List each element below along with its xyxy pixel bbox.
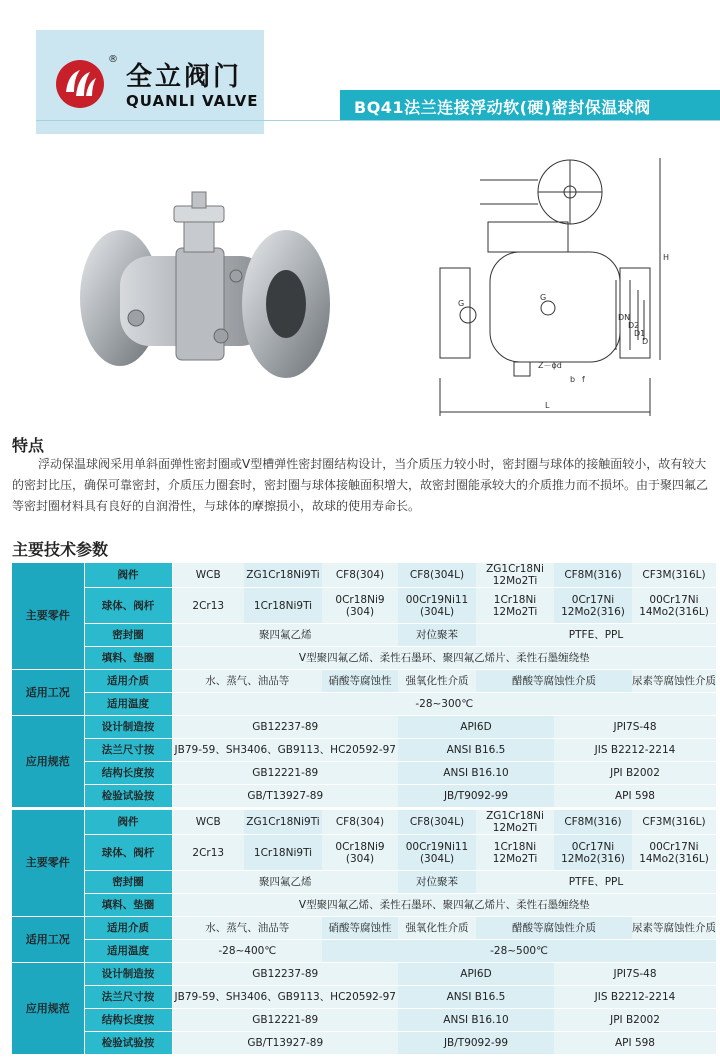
- table-cell: JIS B2212-2214: [554, 739, 716, 762]
- brand-mark-icon: [54, 58, 106, 110]
- table-cell: 1Cr18Ni9Ti: [244, 588, 322, 624]
- row-label: 阀件: [84, 810, 172, 835]
- table-cell: ANSI B16.5: [398, 739, 554, 762]
- table-cell: GB/T13927-89: [172, 785, 398, 808]
- table-cell: 00Cr17Ni 14Mo2(316L): [632, 835, 716, 871]
- table-cell: PTFE、PPL: [476, 624, 716, 647]
- table-cell: 水、蒸气、油品等: [172, 917, 322, 940]
- table-cell: 醋酸等腐蚀性介质: [476, 670, 632, 693]
- table-cell: CF8(304): [322, 563, 398, 588]
- table-cell: JPI7S-48: [554, 716, 716, 739]
- dim-d1: D1: [634, 329, 646, 338]
- dim-h: H: [663, 253, 670, 262]
- table-cell: GB/T13927-89: [172, 1032, 398, 1055]
- dim-dn: DN: [618, 313, 631, 322]
- table-cell: ANSI B16.10: [398, 762, 554, 785]
- row-label: 填料、垫圈: [84, 894, 172, 917]
- table-cell: CF8M(316): [554, 810, 632, 835]
- table-cell: CF8(304L): [398, 563, 476, 588]
- row-label: 填料、垫圈: [84, 647, 172, 670]
- table-cell: 0Cr17Ni 12Mo2(316): [554, 588, 632, 624]
- table-cell: 0Cr18Ni9 (304): [322, 588, 398, 624]
- row-label: 结构长度按: [84, 762, 172, 785]
- table-cell: -28~500℃: [322, 940, 716, 963]
- brand-name-cn: 全立阀门: [126, 62, 243, 92]
- table-cell: 聚四氟乙烯: [172, 624, 398, 647]
- table-cell: 硝酸等腐蚀性: [322, 917, 398, 940]
- table-cell: 对位聚苯: [398, 624, 476, 647]
- table-cell: V型聚四氟乙烯、柔性石墨环、聚四氟乙烯片、柔性石墨缠绕垫: [172, 647, 716, 670]
- table-cell: GB12237-89: [172, 963, 398, 986]
- dim-d2: D2: [628, 321, 640, 330]
- row-label: 检验试验按: [84, 1032, 172, 1055]
- row-label: 检验试验按: [84, 785, 172, 808]
- row-label: 密封圈: [84, 871, 172, 894]
- table-cell: JPI B2002: [554, 762, 716, 785]
- row-label: 适用温度: [84, 940, 172, 963]
- table-cell: 00Cr17Ni 14Mo2(316L): [632, 588, 716, 624]
- table-cell: JB/T9092-99: [398, 785, 554, 808]
- table-cell: V型聚四氟乙烯、柔性石墨环、聚四氟乙烯片、柔性石墨缠绕垫: [172, 894, 716, 917]
- brand-logo: [36, 30, 264, 134]
- table-cell: 00Cr19Ni11 (304L): [398, 588, 476, 624]
- registered-mark: ®: [108, 54, 118, 65]
- table-cell: JPI7S-48: [554, 963, 716, 986]
- table-cell: 硝酸等腐蚀性: [322, 670, 398, 693]
- table-cell: WCB: [172, 810, 244, 835]
- row-label: 设计制造按: [84, 716, 172, 739]
- table-cell: 聚四氟乙烯: [172, 871, 398, 894]
- row-label: 适用介质: [84, 917, 172, 940]
- row-label: 适用介质: [84, 670, 172, 693]
- row-label: 密封圈: [84, 624, 172, 647]
- label-zphid: Z－ϕd: [538, 361, 562, 370]
- table-cell: 对位聚苯: [398, 871, 476, 894]
- row-label: 阀件: [84, 563, 172, 588]
- table-cell: 2Cr13: [172, 835, 244, 871]
- product-photo: [76, 186, 336, 410]
- group-standard: 应用规范: [12, 963, 84, 1055]
- table-cell: 强氧化性介质: [398, 670, 476, 693]
- spec-table-2: [12, 810, 716, 1055]
- dim-l: L: [545, 401, 550, 410]
- table-cell: CF8M(316): [554, 563, 632, 588]
- table-cell: GB12221-89: [172, 762, 398, 785]
- product-title: BQ41法兰连接浮动软(硬)密封保温球阀: [354, 98, 651, 117]
- table-cell: ZG1Cr18Ni9Ti: [244, 563, 322, 588]
- table-cell: 0Cr18Ni9 (304): [322, 835, 398, 871]
- table-cell: 强氧化性介质: [398, 917, 476, 940]
- table-cell: ANSI B16.5: [398, 986, 554, 1009]
- group-condition: 适用工况: [12, 917, 84, 963]
- features-text: 浮动保温球阀采用单斜面弹性密封圈或V型槽弹性密封圈结构设计，当介质压力较小时，密封圈与球体的接触面较小，故有较大的密封比压，确保可靠密封，介质压力圈套时，密封圈与球体接触面积增大，故密封圈能承较大的介质推力而不损坏。由于聚四氟乙等密封圈材料具有良好的自润滑性，与球体的摩擦损小，故球的使用寿命长。: [12, 457, 709, 513]
- table-cell: CF8(304): [322, 810, 398, 835]
- spec-table-1: [12, 563, 716, 808]
- table-cell: API6D: [398, 963, 554, 986]
- table-cell: API 598: [554, 1032, 716, 1055]
- row-label: 球体、阀杆: [84, 588, 172, 624]
- table-cell: GB12221-89: [172, 1009, 398, 1032]
- table-cell: 2Cr13: [172, 588, 244, 624]
- table-cell: WCB: [172, 563, 244, 588]
- table-cell: ZG1Cr18Ni9Ti: [244, 810, 322, 835]
- features-heading: 特点: [12, 436, 45, 455]
- table-cell: 尿素等腐蚀性介质: [632, 917, 716, 940]
- table-cell: JB/T9092-99: [398, 1032, 554, 1055]
- table-cell: ANSI B16.10: [398, 1009, 554, 1032]
- row-label: 结构长度按: [84, 1009, 172, 1032]
- table-cell: API6D: [398, 716, 554, 739]
- group-parts: 主要零件: [12, 810, 84, 917]
- table-cell: API 598: [554, 785, 716, 808]
- group-standard: 应用规范: [12, 716, 84, 808]
- group-condition: 适用工况: [12, 670, 84, 716]
- row-label: 设计制造按: [84, 963, 172, 986]
- row-label: 法兰尺寸按: [84, 986, 172, 1009]
- table-cell: JB79-59、SH3406、GB9113、HC20592-97: [172, 739, 398, 762]
- title-divider: [36, 120, 720, 121]
- table-cell: CF3M(316L): [632, 563, 716, 588]
- table-cell: ZG1Cr18Ni 12Mo2Ti: [476, 563, 554, 588]
- table-cell: 尿素等腐蚀性介质: [632, 670, 716, 693]
- label-b: b: [570, 375, 576, 384]
- label-f: f: [582, 375, 585, 384]
- table-cell: CF3M(316L): [632, 810, 716, 835]
- dim-d: D: [642, 337, 649, 346]
- table-cell: 0Cr17Ni 12Mo2(316): [554, 835, 632, 871]
- table-cell: CF8(304L): [398, 810, 476, 835]
- table-cell: ZG1Cr18Ni 12Mo2Ti: [476, 810, 554, 835]
- row-label: 球体、阀杆: [84, 835, 172, 871]
- table-cell: 1Cr18Ni 12Mo2Ti: [476, 835, 554, 871]
- table-cell: 醋酸等腐蚀性介质: [476, 917, 632, 940]
- group-parts: 主要零件: [12, 563, 84, 670]
- label-g2: G: [540, 293, 547, 302]
- table-cell: GB12237-89: [172, 716, 398, 739]
- table-cell: 1Cr18Ni9Ti: [244, 835, 322, 871]
- table-cell: -28~400℃: [172, 940, 322, 963]
- brand-name-en: QUANLI VALVE: [126, 92, 259, 110]
- table-cell: JB79-59、SH3406、GB9113、HC20592-97: [172, 986, 398, 1009]
- row-label: 法兰尺寸按: [84, 739, 172, 762]
- table-cell: 水、蒸气、油品等: [172, 670, 322, 693]
- label-g1: G: [458, 299, 465, 308]
- row-label: 适用温度: [84, 693, 172, 716]
- product-title-bar: [340, 90, 720, 120]
- table-cell: 00Cr19Ni11 (304L): [398, 835, 476, 871]
- technical-drawing: [420, 150, 720, 420]
- table-cell: JIS B2212-2214: [554, 986, 716, 1009]
- table-cell: 1Cr18Ni 12Mo2Ti: [476, 588, 554, 624]
- table-cell: JPI B2002: [554, 1009, 716, 1032]
- table-cell: -28~300℃: [172, 693, 716, 716]
- table-cell: PTFE、PPL: [476, 871, 716, 894]
- params-heading: 主要技术参数: [12, 540, 109, 559]
